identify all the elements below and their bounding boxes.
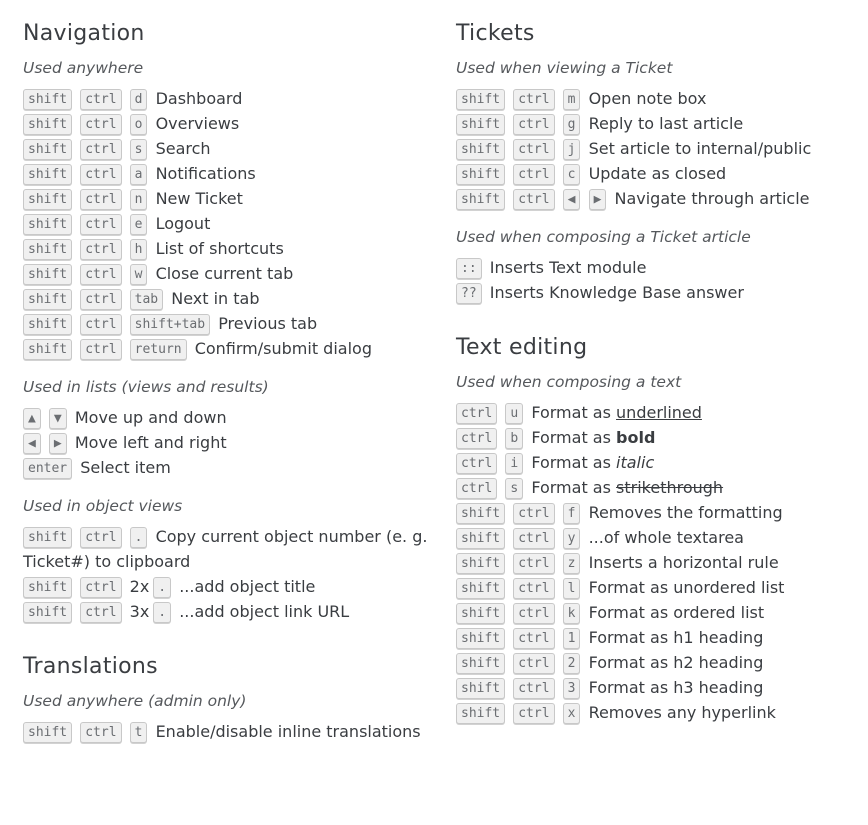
key: x	[563, 703, 581, 724]
tickets-heading: Tickets	[456, 21, 535, 46]
tickets-composing-shortcut-list	[456, 255, 856, 305]
key-ctrl: ctrl	[513, 553, 554, 574]
key-ctrl: ctrl	[456, 428, 497, 449]
shortcut-label: Next in tab	[171, 289, 260, 308]
key-ctrl: ctrl	[80, 164, 121, 185]
key-shift: shift	[23, 164, 72, 185]
key: b	[505, 428, 523, 449]
key-shift: shift	[23, 114, 72, 135]
key-shift: shift	[456, 189, 505, 210]
translations-shortcut-list	[23, 719, 448, 744]
shortcut-move-left-right	[23, 430, 448, 455]
key-ctrl: ctrl	[513, 164, 554, 185]
shortcut-label: ...of whole textarea	[588, 528, 744, 547]
key-ctrl: ctrl	[456, 478, 497, 499]
key-shift: shift	[456, 653, 505, 674]
key-ctrl: ctrl	[513, 603, 554, 624]
key-enter: enter	[23, 458, 72, 479]
shortcut-whole-textarea	[456, 525, 856, 550]
text-editing-shortcut-list	[456, 400, 856, 725]
shortcut-label: Reply to last article	[588, 114, 744, 133]
format-word-italic: italic	[616, 453, 655, 472]
shortcut-logout	[23, 211, 448, 236]
key-ctrl: ctrl	[513, 89, 554, 110]
key: g	[563, 114, 581, 135]
key-ctrl: ctrl	[513, 703, 554, 724]
shortcut-label: Copy current object number (e. g. Ticket#) to clipboard	[23, 527, 428, 571]
shortcut-search	[23, 136, 448, 161]
key: f	[563, 503, 581, 524]
key: y	[563, 528, 581, 549]
key-shift: shift	[456, 503, 505, 524]
key-double-colon: ::	[456, 258, 482, 279]
format-as-label: Format as	[531, 403, 611, 422]
tickets-viewing-shortcut-list	[456, 86, 856, 211]
key-shift: shift	[23, 239, 72, 260]
shortcut-label: Inserts a horizontal rule	[588, 553, 779, 572]
navigation-heading: Navigation	[23, 21, 145, 46]
key-ctrl: ctrl	[80, 527, 121, 548]
key-ctrl: ctrl	[80, 722, 121, 743]
multiplier-2x: 2x	[129, 577, 150, 596]
key: z	[563, 553, 581, 574]
shortcut-label: Format as h1 heading	[588, 628, 764, 647]
key-shift: shift	[23, 89, 72, 110]
tickets-viewing-subheading: Used when viewing a Ticket	[456, 59, 673, 77]
format-word-underlined: underlined	[616, 403, 702, 422]
shortcut-horizontal-rule	[456, 550, 856, 575]
key-ctrl: ctrl	[80, 264, 121, 285]
shortcut-format-underlined	[456, 400, 856, 425]
key-ctrl: ctrl	[513, 503, 554, 524]
shortcut-label: Format as unordered list	[588, 578, 785, 597]
shortcut-open-note-box	[456, 86, 856, 111]
tickets-composing-subheading: Used when composing a Ticket article	[456, 228, 751, 246]
key: e	[130, 214, 148, 235]
key-shift: shift	[23, 264, 72, 285]
key-ctrl: ctrl	[80, 114, 121, 135]
key-shift: shift	[456, 164, 505, 185]
key: i	[505, 453, 523, 474]
key-ctrl: ctrl	[513, 189, 554, 210]
key: 2	[563, 653, 581, 674]
translations-subheading: Used anywhere (admin only)	[23, 692, 247, 710]
shortcut-next-tab	[23, 286, 448, 311]
key-ctrl: ctrl	[80, 339, 121, 360]
shortcut-format-bold	[456, 425, 856, 450]
text-editing-heading: Text editing	[456, 335, 588, 360]
shortcut-label: Set article to internal/public	[588, 139, 812, 158]
key: t	[130, 722, 148, 743]
key-shift: shift	[456, 578, 505, 599]
arrow-right-icon: ▶	[49, 433, 67, 454]
shortcut-label: List of shortcuts	[155, 239, 284, 258]
key-shift: shift	[23, 189, 72, 210]
key-shift: shift	[23, 577, 72, 598]
key: n	[130, 189, 148, 210]
key-shift: shift	[456, 678, 505, 699]
format-as-label: Format as	[531, 478, 611, 497]
shortcut-format-strikethrough	[456, 475, 856, 500]
key-ctrl: ctrl	[513, 678, 554, 699]
shortcut-new-ticket	[23, 186, 448, 211]
shortcut-h1-heading	[456, 625, 856, 650]
key-shift: shift	[23, 602, 72, 623]
key: shift+tab	[130, 314, 210, 335]
arrow-right-icon: ▶	[589, 189, 607, 210]
shortcut-inline-translations	[23, 719, 448, 744]
shortcut-label: Update as closed	[588, 164, 727, 183]
key-shift: shift	[456, 603, 505, 624]
key-ctrl: ctrl	[80, 214, 121, 235]
shortcut-label: ...add object link URL	[179, 602, 350, 621]
key-shift: shift	[456, 703, 505, 724]
key-ctrl: ctrl	[456, 403, 497, 424]
shortcut-list-of-shortcuts	[23, 236, 448, 261]
key: d	[130, 89, 148, 110]
key-dot: .	[130, 527, 148, 548]
object-views-shortcut-list	[23, 524, 448, 624]
shortcut-label: ...add object title	[179, 577, 316, 596]
key: u	[505, 403, 523, 424]
text-editing-subheading: Used when composing a text	[456, 373, 682, 391]
shortcut-label: Removes the formatting	[588, 503, 783, 522]
navigation-shortcut-list	[23, 86, 448, 361]
lists-subheading: Used in lists (views and results)	[23, 378, 269, 396]
key-ctrl: ctrl	[513, 653, 554, 674]
shortcut-navigate-article	[456, 186, 856, 211]
shortcut-label: Logout	[155, 214, 211, 233]
shortcut-label: Format as ordered list	[588, 603, 765, 622]
shortcut-label: Format as h2 heading	[588, 653, 764, 672]
shortcut-label: Open note box	[588, 89, 707, 108]
key: w	[130, 264, 148, 285]
key: l	[563, 578, 581, 599]
key-shift: shift	[23, 139, 72, 160]
lists-shortcut-list	[23, 405, 448, 480]
shortcut-label: Close current tab	[155, 264, 294, 283]
key-shift: shift	[456, 139, 505, 160]
format-as-label: Format as	[531, 453, 611, 472]
key-ctrl: ctrl	[80, 239, 121, 260]
shortcut-label: Confirm/submit dialog	[194, 339, 372, 358]
format-word-bold: bold	[616, 428, 656, 447]
shortcut-unordered-list	[456, 575, 856, 600]
shortcut-close-tab	[23, 261, 448, 286]
shortcut-label: Navigate through article	[614, 189, 810, 208]
key-ctrl: ctrl	[513, 628, 554, 649]
key-ctrl: ctrl	[80, 602, 121, 623]
shortcut-remove-formatting	[456, 500, 856, 525]
shortcut-dashboard	[23, 86, 448, 111]
shortcut-notifications	[23, 161, 448, 186]
shortcut-label: Notifications	[155, 164, 256, 183]
key-shift: shift	[23, 214, 72, 235]
key-shift: shift	[23, 289, 72, 310]
key-ctrl: ctrl	[513, 139, 554, 160]
shortcut-remove-hyperlink	[456, 700, 856, 725]
left-column	[23, 14, 448, 756]
key-shift: shift	[456, 553, 505, 574]
key: h	[130, 239, 148, 260]
navigation-used-anywhere: Used anywhere	[23, 59, 144, 77]
key-shift: shift	[23, 527, 72, 548]
shortcut-label: Search	[155, 139, 211, 158]
format-word-strikethrough: strikethrough	[616, 478, 724, 497]
object-views-subheading: Used in object views	[23, 497, 183, 515]
key-ctrl: ctrl	[80, 314, 121, 335]
shortcut-label: Inserts Text module	[489, 258, 647, 277]
key-double-question: ??	[456, 283, 482, 304]
arrow-left-icon: ◀	[23, 433, 41, 454]
key-shift: shift	[23, 722, 72, 743]
shortcut-article-internal-public	[456, 136, 856, 161]
multiplier-3x: 3x	[129, 602, 150, 621]
key-shift: shift	[23, 314, 72, 335]
shortcut-move-up-down	[23, 405, 448, 430]
shortcut-update-closed	[456, 161, 856, 186]
arrow-down-icon: ▼	[49, 408, 67, 429]
key-shift: shift	[456, 114, 505, 135]
shortcut-label: Enable/disable inline translations	[155, 722, 421, 741]
right-column	[456, 14, 856, 737]
arrow-left-icon: ◀	[563, 189, 581, 210]
shortcut-add-object-title	[23, 574, 448, 599]
key: 3	[563, 678, 581, 699]
shortcut-confirm-dialog	[23, 336, 448, 361]
key: s	[130, 139, 148, 160]
key: c	[563, 164, 581, 185]
key-ctrl: ctrl	[513, 528, 554, 549]
key-dot: .	[153, 602, 171, 623]
shortcut-h2-heading	[456, 650, 856, 675]
shortcut-h3-heading	[456, 675, 856, 700]
key: a	[130, 164, 148, 185]
key-ctrl: ctrl	[456, 453, 497, 474]
format-as-label: Format as	[531, 428, 611, 447]
shortcut-label: Previous tab	[218, 314, 318, 333]
shortcut-copy-object-number	[23, 524, 448, 574]
shortcut-label: Move up and down	[74, 408, 227, 427]
key-ctrl: ctrl	[80, 577, 121, 598]
key-shift: shift	[23, 339, 72, 360]
key-ctrl: ctrl	[80, 89, 121, 110]
shortcut-text-module	[456, 255, 856, 280]
shortcut-label: Removes any hyperlink	[588, 703, 776, 722]
shortcut-label: Format as h3 heading	[588, 678, 764, 697]
key: j	[563, 139, 581, 160]
key-shift: shift	[456, 89, 505, 110]
key-ctrl: ctrl	[80, 139, 121, 160]
key: s	[505, 478, 523, 499]
shortcut-label: Move left and right	[74, 433, 227, 452]
shortcut-overviews	[23, 111, 448, 136]
key: o	[130, 114, 148, 135]
shortcut-ordered-list	[456, 600, 856, 625]
shortcut-kb-answer	[456, 280, 856, 305]
key-ctrl: ctrl	[513, 578, 554, 599]
key: k	[563, 603, 581, 624]
key: return	[130, 339, 187, 360]
arrow-up-icon: ▲	[23, 408, 41, 429]
shortcut-add-object-url	[23, 599, 448, 624]
key: tab	[130, 289, 163, 310]
key-dot: .	[153, 577, 171, 598]
key-shift: shift	[456, 628, 505, 649]
shortcut-label: Dashboard	[155, 89, 243, 108]
shortcut-format-italic	[456, 450, 856, 475]
key: m	[563, 89, 581, 110]
shortcut-reply-last-article	[456, 111, 856, 136]
shortcut-label: Select item	[80, 458, 171, 477]
shortcut-select-item	[23, 455, 448, 480]
shortcut-label: Inserts Knowledge Base answer	[489, 283, 744, 302]
translations-heading: Translations	[23, 654, 158, 679]
shortcut-label: Overviews	[155, 114, 240, 133]
key-ctrl: ctrl	[513, 114, 554, 135]
shortcut-previous-tab	[23, 311, 448, 336]
key-ctrl: ctrl	[80, 189, 121, 210]
key-shift: shift	[456, 528, 505, 549]
key-ctrl: ctrl	[80, 289, 121, 310]
shortcut-label: New Ticket	[155, 189, 243, 208]
key: 1	[563, 628, 581, 649]
